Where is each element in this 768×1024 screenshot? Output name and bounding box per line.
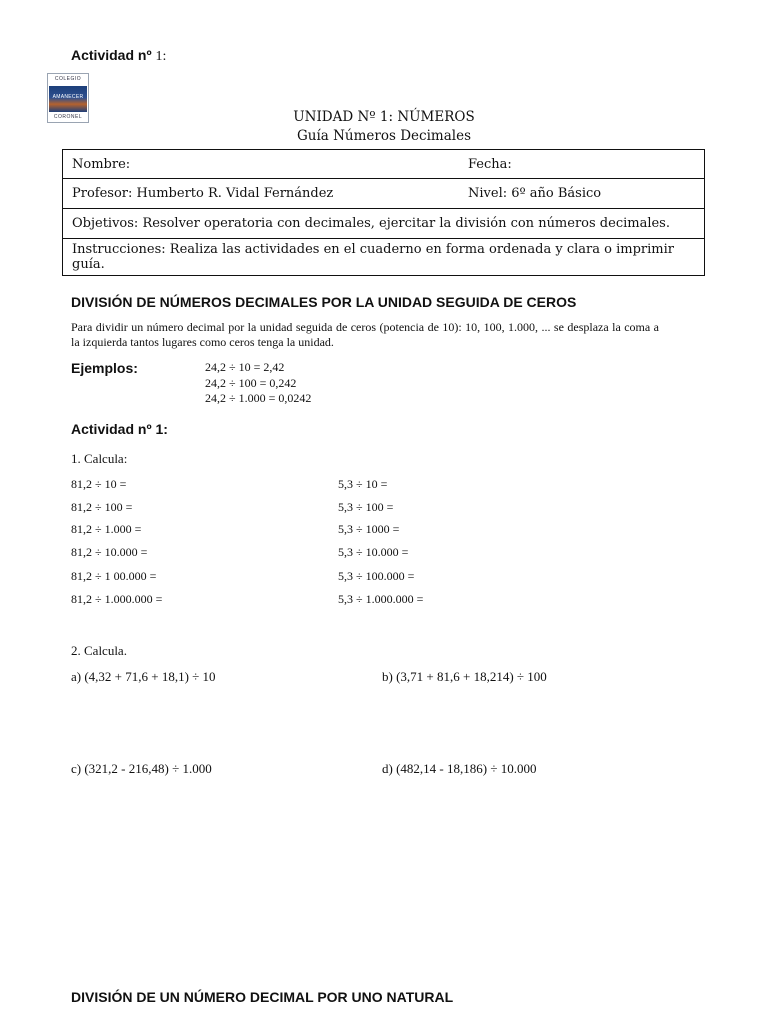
name-cell: Nombre: [63,150,460,179]
example-line: 24,2 ÷ 1.000 = 0,0242 [205,391,312,405]
expression-d: d) (482,14 - 18,186) ÷ 10.000 [382,761,537,776]
info-table [62,149,705,276]
calc-right-item: 5,3 ÷ 1000 = [338,522,400,536]
logo-bottom-text: CORONEL [53,114,83,120]
objectives-cell: Objetivos: Resolver operatoria con decimales, ejercitar la división con números decimales. [63,209,705,239]
guide-title: Guía Números Decimales [296,128,471,144]
activity-header-number: 1: [155,49,167,64]
calc-right-item: 5,3 ÷ 1.000.000 = [338,592,424,606]
expression-a: a) (4,32 + 71,6 + 18,1) ÷ 10 [71,669,216,684]
section-title: DIVISIÓN DE NÚMEROS DECIMALES POR LA UNIDAD SEGUIDA DE CEROS [71,294,577,310]
calc-right-item: 5,3 ÷ 10 = [338,477,388,491]
table-row [63,179,705,209]
calc-left-item: 81,2 ÷ 1.000 = [71,522,142,536]
calc-left-item: 81,2 ÷ 10.000 = [71,545,148,559]
calc-left-item: 81,2 ÷ 100 = [71,500,133,514]
section-title: DIVISIÓN DE UN NÚMERO DECIMAL POR UNO NATURAL [71,989,454,1005]
table-row [63,239,705,276]
calc-right-item: 5,3 ÷ 10.000 = [338,545,409,559]
calc-left-item: 81,2 ÷ 1.000.000 = [71,592,163,606]
table-row [63,209,705,239]
expression-c: c) (321,2 - 216,48) ÷ 1.000 [71,761,212,776]
teacher-cell: Profesor: Humberto R. Vidal Fernández [63,179,460,209]
date-cell: Fecha: [459,150,705,179]
calc-right-item: 5,3 ÷ 100 = [338,500,394,514]
logo-top-text: COLEGIO [54,76,82,82]
activity-label: Actividad nº 1: [71,421,168,437]
calc-left-item: 81,2 ÷ 10 = [71,477,127,491]
logo-mid-text: AMANECER [52,94,84,100]
instructions-cell: Instrucciones: Realiza las actividades en el cuaderno en forma ordenada y clara o imprimir guía. [63,239,705,276]
activity-header [71,47,166,65]
calc-left-item: 81,2 ÷ 1 00.000 = [71,569,157,583]
example-line: 24,2 ÷ 100 = 0,242 [205,376,297,390]
unit-title: UNIDAD Nº 1: NÚMEROS [293,109,475,125]
expression-b: b) (3,71 + 81,6 + 18,214) ÷ 100 [382,669,547,684]
question-2-label: 2. Calcula. [71,643,127,658]
activity-header-label: Actividad nº [71,47,156,63]
calc-right-item: 5,3 ÷ 100.000 = [338,569,415,583]
section-explanation: Para dividir un número decimal por la unidad seguida de ceros (potencia de 10): 10, 100, 1.000, ... se desplaza la coma a la izquierda tantos lugares como ceros tenga la unidad. [71,320,659,349]
question-1-label: 1. Calcula: [71,451,128,466]
examples-label: Ejemplos: [71,360,138,376]
level-cell: Nivel: 6º año Básico [459,179,705,209]
table-row [63,150,705,179]
example-line: 24,2 ÷ 10 = 2,42 [205,360,285,374]
